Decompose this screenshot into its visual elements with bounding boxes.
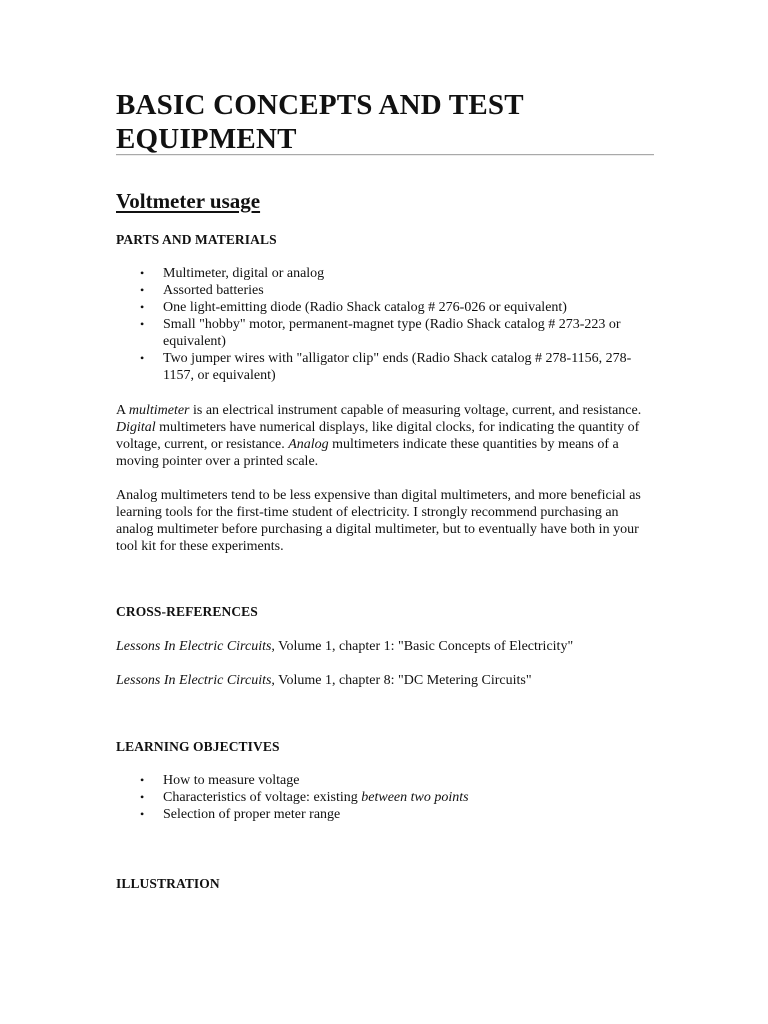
list-item: • One light-emitting diode (Radio Shack catalog # 276-026 or equivalent) <box>140 300 567 315</box>
learning-objectives-heading: LEARNING OBJECTIVES <box>116 739 280 754</box>
parts-heading: PARTS AND MATERIALS <box>116 232 277 247</box>
list-item: • Small "hobby" motor, permanent-magnet type (Radio Shack catalog # 273-223 or equivalent) <box>140 317 621 349</box>
intro-paragraph-1: A multimeter is an electrical instrument capable of measuring voltage, current, and resistance. Digital multimeters have numerical displays, like digital clocks, for indicating the quantity of voltage, current, or resistance. Analog multimeters indicate these quantities by means of a moving pointer over a printed scale. <box>116 403 642 469</box>
cross-reference-2: Lessons In Electric Circuits, Volume 1, chapter 8: "DC Metering Circuits" <box>116 673 532 688</box>
bullet-icon: • <box>140 283 145 297</box>
parts-list <box>116 265 656 384</box>
list-item: • Selection of proper meter range <box>140 807 341 822</box>
cross-references-heading: CROSS-REFERENCES <box>116 604 258 619</box>
section-title: Voltmeter usage <box>116 189 261 213</box>
bullet-icon: • <box>140 790 145 804</box>
list-item: • How to measure voltage <box>140 773 300 788</box>
list-item: • Multimeter, digital or analog <box>140 266 325 281</box>
list-item: • Two jumper wires with "alligator clip" ends (Radio Shack catalog # 278-1156, 278-1157, or equivalent) <box>140 351 632 383</box>
illustration-heading: ILLUSTRATION <box>116 876 220 891</box>
page-title: BASIC CONCEPTS AND TEST EQUIPMENT <box>116 89 524 155</box>
list-item: • Characteristics of voltage: existing between two points <box>140 790 469 805</box>
objectives-list <box>116 772 656 823</box>
bullet-icon: • <box>140 317 145 331</box>
bullet-icon: • <box>140 807 145 821</box>
bullet-icon: • <box>140 266 145 280</box>
bullet-icon: • <box>140 300 145 314</box>
cross-reference-1: Lessons In Electric Circuits, Volume 1, chapter 1: "Basic Concepts of Electricity" <box>116 639 574 654</box>
bullet-icon: • <box>140 773 145 787</box>
title-divider <box>116 154 654 156</box>
bullet-icon: • <box>140 351 145 365</box>
list-item: • Assorted batteries <box>140 283 264 298</box>
intro-paragraph-2: Analog multimeters tend to be less expensive than digital multimeters, and more beneficial as learning tools for the first-time student of electricity. I strongly recommend purchasing an analog multimeter before purchasing a digital multimeter, but to eventually have both in your tool kit for these experiments. <box>116 488 641 554</box>
